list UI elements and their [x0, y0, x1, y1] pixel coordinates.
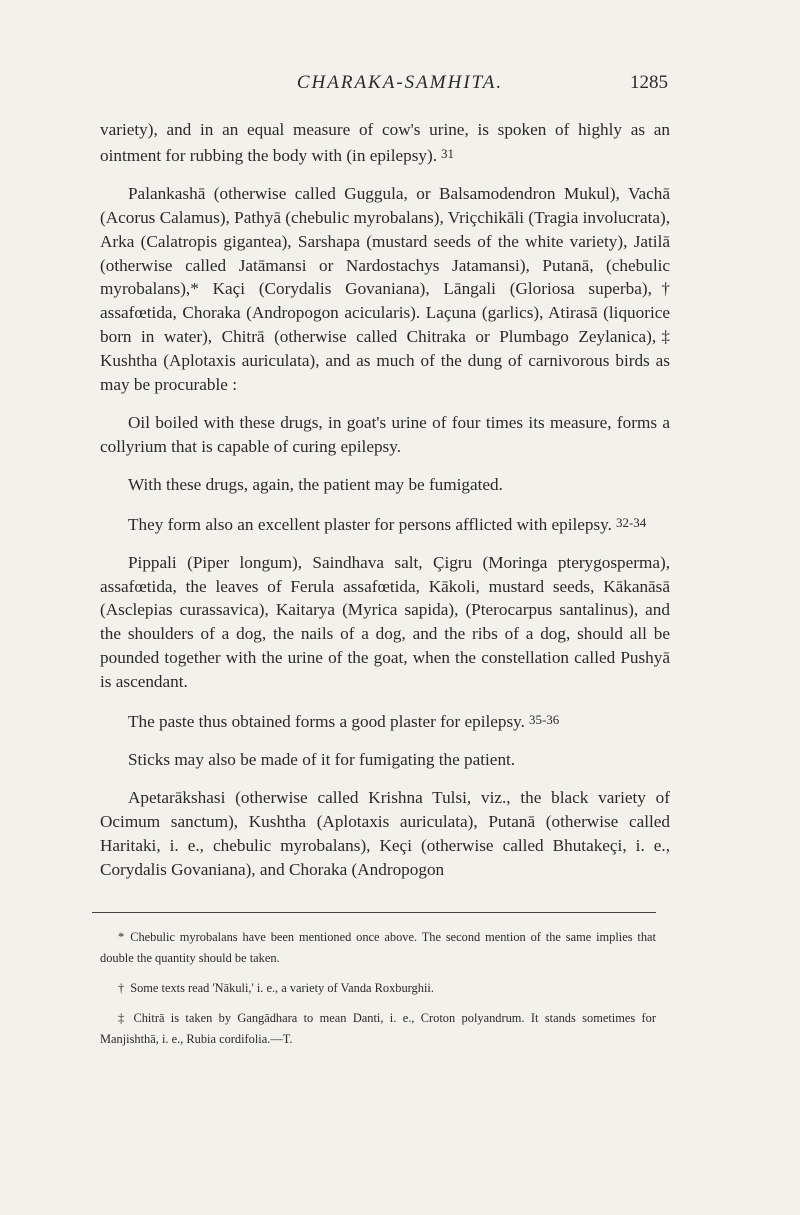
paragraph-text: Apetarākshasi (otherwise called Krishna Tulsi, viz., the black variety of Ocimum sanctum), Kushtha (Aplotaxis auriculata), Putanā (otherwise called Haritaki, i. e., chebulic myrobalans), Keçi (otherwise called Bhutakeçi, i. e., Corydalis Govaniana), and Choraka (Andropogon [100, 787, 670, 879]
footnote-mark: * [118, 930, 125, 944]
paragraph-text: variety), and in an equal measure of cow's urine, is spoken of highly as an ointment for rubbing the body with (in epilepsy). [100, 120, 670, 165]
paragraph-text: Pippali (Piper longum), Saindhava salt, Çigru (Moringa pterygosperma), assafœtida, the leaves of Ferula assafœtida, Kākoli, mustard seeds, Kākanāsā (Asclepias curassavica), Kaitarya (Myrica sapida), (Pterocarpus santalinus), and the shoulders of a dog, the nails of a dog, and the ribs of a dog, should all be pounded together with the urine of the goat, when the constellation called Pushyā is ascendant. [100, 552, 670, 692]
footnote-divider [92, 912, 656, 913]
page-number: 1285 [630, 72, 668, 93]
paragraph-4 [100, 473, 670, 497]
paragraph-text: Sticks may also be made of it for fumigating the patient. [128, 749, 516, 769]
paragraph-7 [100, 708, 670, 734]
paragraph-2 [100, 182, 670, 397]
paragraph-6 [100, 551, 670, 694]
body-text [100, 118, 670, 895]
paragraph-text: They form also an excellent plaster for persons afflicted with epilepsy. [128, 514, 612, 534]
footnote-text: Chebulic myrobalans have been mentioned once above. The second mention of the same implies that double the quantity should be taken. [100, 930, 656, 965]
footnote [100, 927, 656, 969]
footnote-mark: ‡ [118, 1011, 128, 1025]
verse-number: 35-36 [528, 712, 560, 728]
paragraph-8 [100, 748, 670, 772]
footnote-mark: † [118, 981, 125, 995]
paragraph-9 [100, 786, 670, 882]
footnote-text: Some texts read 'Nākuli,' i. e., a variety of Vanda Roxburghii. [130, 981, 434, 995]
paragraph-text: Oil boiled with these drugs, in goat's urine of four times its measure, forms a collyrium that is capable of curing epilepsy. [100, 412, 670, 456]
footnote [100, 978, 656, 999]
paragraph-text: With these drugs, again, the patient may be fumigated. [128, 474, 503, 494]
verse-number: 32-34 [615, 514, 647, 530]
paragraph-3 [100, 411, 670, 459]
verse-number: 31 [441, 145, 455, 161]
paragraph-text: The paste thus obtained forms a good plaster for epilepsy. [128, 712, 525, 732]
paragraph-text: Palankashā (otherwise called Guggula, or Balsamodendron Mukul), Vachā (Acorus Calamus), Pathyā (chebulic myrobalans), Vriçchikāli (Tragia involucrata), Arka (Calatropis gigantea), Sarshapa (mustard seeds of the white variety), Jatilā (otherwise called Jatāmansi or Nardostachys Jatamansi), Putanā, (chebulic myrobalans),* Kaçi (Corydalis Govaniana), Lāngali (Gloriosa superba),† assafœtida, Choraka (Andropogon acicularis). Laçuna (garlics), Atirasā (liquorice born in water), Chitrā (otherwise called Chitraka or Plumbago Zeylanica),‡ Kushtha (Aplotaxis auriculata), and as much of the dung of carnivorous birds as may be procurable : [100, 183, 670, 395]
footnote-text: Chitrā is taken by Gangādhara to mean Danti, i. e., Croton polyandrum. It stands sometimes for Manjishthā, i. e., Rubia cordifolia.—T. [100, 1011, 656, 1046]
running-header-title: CHARAKA-SAMHITA. [296, 72, 504, 93]
paragraph-5 [100, 511, 670, 537]
paragraph-1 [100, 118, 670, 168]
footnotes [100, 927, 656, 1059]
footnote [100, 1008, 656, 1050]
